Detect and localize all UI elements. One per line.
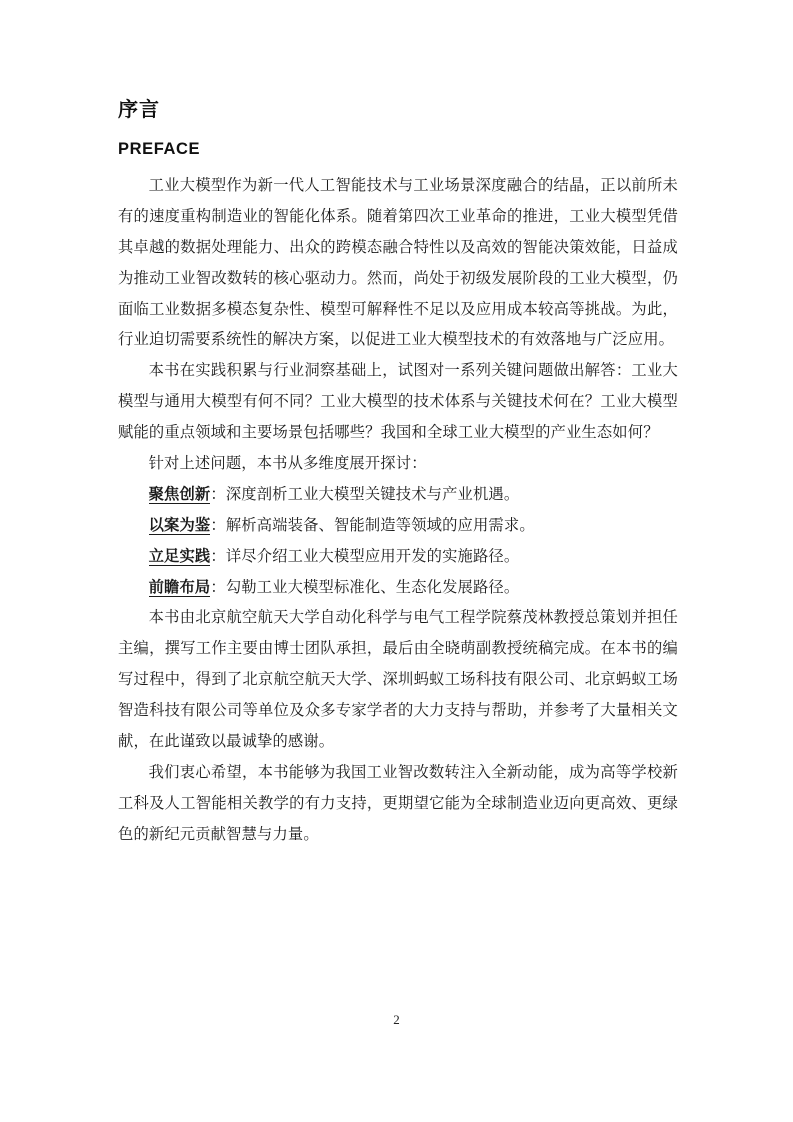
list-item-lead: 前瞻布局 (148, 578, 211, 596)
list-item-lead: 立足实践 (148, 547, 211, 565)
list-item (118, 511, 678, 542)
list-item (118, 480, 678, 511)
paragraph-1: 工业大模型作为新一代人工智能技术与工业场景深度融合的结晶，正以前所未有的速度重构制造业的智能化体系。随着第四次工业革命的推进，工业大模型凭借其卓越的数据处理能力、出众的跨模态融合特性以及高效的智能决策效能，日益成为推动工业智改数转的核心驱动力。然而，尚处于初级发展阶段的工业大模型，仍面临工业数据多模态复杂性、模型可解释性不足以及应用成本较高等挑战。为此，行业迫切需要系统性的解决方案，以促进工业大模型技术的有效落地与广泛应用。 (118, 177, 678, 349)
page-content (118, 96, 678, 851)
list-item-text: ：解析高端装备、智能制造等领域的应用需求。 (210, 516, 535, 534)
page-number: 2 (393, 1012, 400, 1027)
list-item (118, 542, 678, 573)
paragraph-2: 本书在实践积累与行业洞察基础上，试图对一系列关键问题做出解答：工业大模型与通用大模型有何不同？工业大模型的技术体系与关键技术何在？工业大模型赋能的重点领域和主要场景包括哪些？我国和全球工业大模型的产业生态如何？ (118, 362, 678, 442)
list-item-text: ：深度剖析工业大模型关键技术与产业机遇。 (210, 485, 520, 503)
list-item-lead: 聚焦创新 (148, 485, 211, 503)
paragraph-3: 针对上述问题，本书从多维度展开探讨： (148, 455, 427, 473)
page-title-en: PREFACE (118, 140, 201, 158)
paragraph-5: 我们衷心希望，本书能够为我国工业智改数转注入全新动能，成为高等学校新工科及人工智能相关教学的有力支持，更期望它能为全球制造业迈向更高效、更绿色的新纪元贡献智慧与力量。 (118, 763, 678, 843)
list-item-text: ：详尽介绍工业大模型应用开发的实施路径。 (210, 547, 520, 565)
list-item-lead: 以案为鉴 (148, 516, 211, 534)
list-item-text: ：勾勒工业大模型标准化、生态化发展路径。 (210, 578, 520, 596)
list-item (118, 573, 678, 604)
page-title-cn: 序言 (118, 99, 160, 121)
paragraph-4: 本书由北京航空航天大学自动化科学与电气工程学院蔡茂林教授总策划并担任主编，撰写工作主要由博士团队承担，最后由全晓萌副教授统稿完成。在本书的编写过程中，得到了北京航空航天大学、深圳蚂蚁工场科技有限公司、北京蚂蚁工场智造科技有限公司等单位及众多专家学者的大力支持与帮助，并参考了大量相关文献，在此谨致以最诚挚的感谢。 (118, 609, 678, 751)
